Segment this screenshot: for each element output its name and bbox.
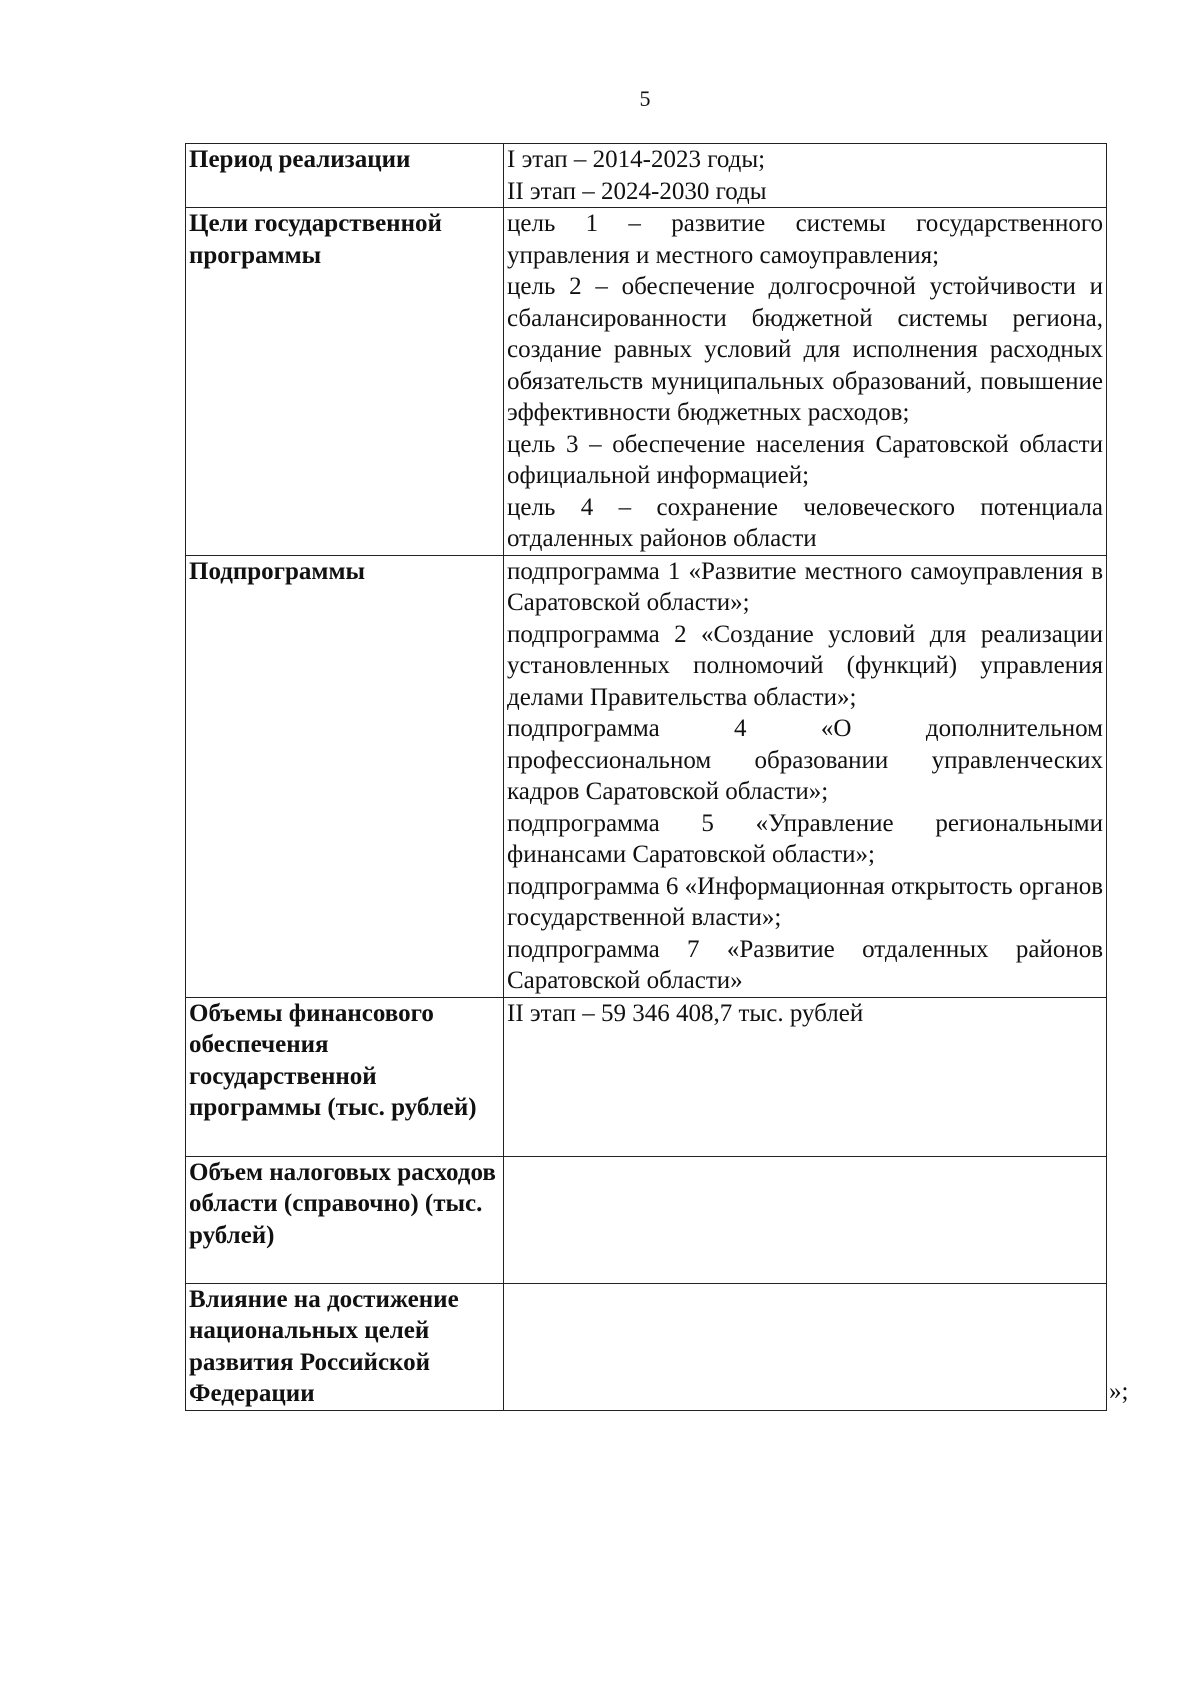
row-goals — [186, 208, 1107, 556]
funding-label: Объемы финансового обеспечения государственной программы (тыс. рублей) — [186, 997, 504, 1156]
goal-item: цель 1 – развитие системы государственного управления и местного самоуправления; — [507, 210, 1103, 269]
page-number: 5 — [639, 86, 651, 111]
funding-value: II этап – 59 346 408,7 тыс. рублей — [504, 997, 1107, 1156]
subprogram-item: подпрограмма 6 «Информационная открытость органов государственной власти»; — [507, 872, 1103, 931]
period-stage-1: I этап – 2014-2023 годы; — [507, 146, 766, 173]
impact-label: Влияние на достижение национальных целей развития Российской Федерации — [186, 1283, 504, 1410]
subprogram-item: подпрограмма 1 «Развитие местного самоуправления в Саратовской области»; — [507, 557, 1103, 616]
subprogram-item: подпрограмма 2 «Создание условий для реализации установленных полномочий (функций) управления делами Правительства области»; — [507, 620, 1103, 711]
row-subprograms — [186, 555, 1107, 997]
program-passport-table — [185, 143, 1107, 1411]
subprograms-value — [504, 555, 1107, 997]
row-tax-expenditures — [186, 1156, 1107, 1283]
tax-value — [504, 1156, 1107, 1283]
period-label: Период реализации — [186, 144, 504, 208]
period-value — [504, 144, 1107, 208]
subprogram-item: подпрограмма 7 «Развитие отдаленных районов Саратовской области» — [507, 935, 1103, 994]
goals-label: Цели государственной программы — [186, 208, 504, 556]
goal-item: цель 2 – обеспечение долгосрочной устойчивости и сбалансированности бюджетной системы региона, создание равных условий для исполнения расходных обязательств муниципальных образований, повышение эффективности бюджетных расходов; — [507, 273, 1103, 426]
goals-value — [504, 208, 1107, 556]
row-period — [186, 144, 1107, 208]
goal-item: цель 4 – сохранение человеческого потенциала отдаленных районов области — [507, 493, 1103, 552]
subprograms-label: Подпрограммы — [186, 555, 504, 997]
impact-value — [504, 1283, 1107, 1410]
period-stage-2: II этап – 2024-2030 годы — [507, 177, 767, 205]
subprogram-item: подпрограмма 4 «О дополнительном профессиональном образовании управленческих кадров Саратовской области»; — [507, 715, 1103, 805]
row-funding — [186, 997, 1107, 1156]
tax-label: Объем налоговых расходов области (справочно) (тыс. рублей) — [186, 1156, 504, 1283]
closing-quote-mark: »; — [1109, 1378, 1129, 1405]
goal-item: цель 3 – обеспечение населения Саратовской области официальной информацией; — [507, 430, 1103, 489]
row-national-goals-impact — [186, 1283, 1107, 1410]
subprogram-item: подпрограмма 5 «Управление региональными финансами Саратовской области»; — [507, 809, 1103, 868]
